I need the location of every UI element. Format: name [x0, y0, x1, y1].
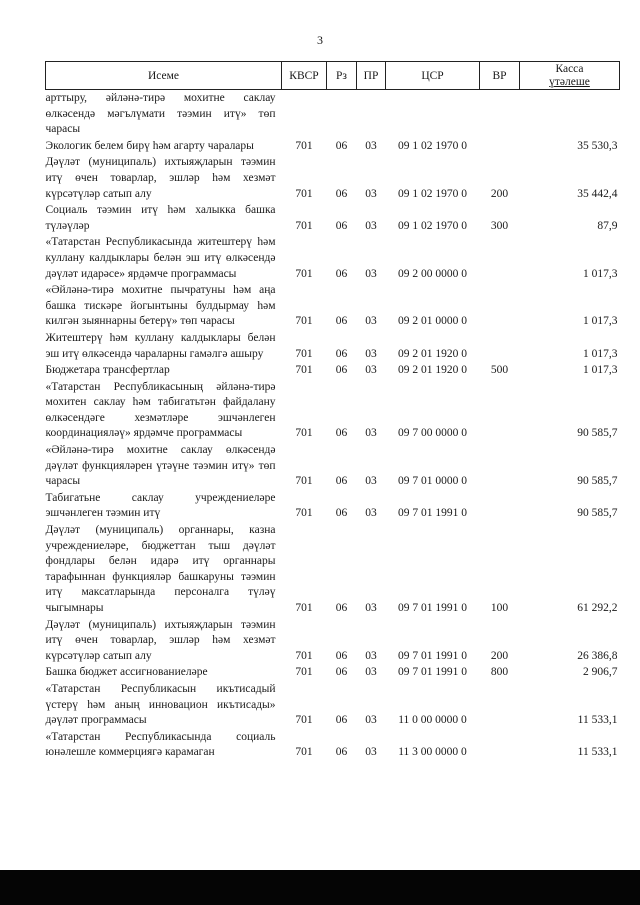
table-row: [46, 138, 620, 155]
row-amount: 1 017,3: [583, 347, 618, 360]
row-vr: 200: [490, 649, 509, 662]
row-csr: 09 7 01 0000 0: [398, 475, 467, 488]
row-pr: 03: [365, 649, 377, 662]
row-vr: [480, 234, 520, 282]
row-pr: 03: [365, 602, 377, 614]
row-kvsr: 701: [295, 219, 313, 232]
row-amount: 11 533,1: [577, 746, 618, 759]
table-row: [46, 282, 620, 330]
row-rz: 06: [335, 267, 348, 280]
row-vr: 800: [490, 666, 509, 679]
row-vr: [480, 90, 520, 138]
row-rz: 06: [335, 475, 348, 488]
row-csr: 09 2 01 0000 0: [398, 315, 467, 328]
row-kvsr: 701: [295, 139, 313, 152]
row-amount: 35 442,4: [577, 187, 618, 200]
table-header: [46, 62, 620, 90]
row-pr: 03: [365, 187, 377, 200]
row-name: Дәүләт (муниципаль) ихтыяҗларын тәэмин итү өчен товарлар, эшләр һәм хезмәт күрсәтүләр сатып алу: [45, 618, 276, 662]
row-name: Дәүләт (муниципаль) органнары, казна учреждениеләре, бюджеттан тыш дәүләт фондлары белән идарә итү органнары тарафыннан функцияләр башкаруны тәэмин итү максатларында персоналга түләү чыгымнары: [45, 524, 276, 614]
row-vr: [480, 729, 520, 761]
row-vr: [480, 681, 520, 729]
table-row: [46, 330, 620, 362]
row-amount: 90 585,7: [577, 507, 618, 520]
row-name: арттыру, әйләнә-тирә мохитне саклау өлкәсендә мәгълүмати тәэмин итү» төп чарасы: [45, 92, 276, 136]
row-rz: 06: [335, 315, 348, 328]
row-amount: 26 386,8: [577, 649, 618, 662]
row-rz: [327, 90, 357, 138]
row-amount: 87,9: [597, 219, 618, 232]
row-name: Башка бюджет ассигнованиеләре: [45, 666, 208, 679]
row-csr: 11 3 00 0000 0: [398, 746, 467, 759]
row-amount: [520, 90, 620, 138]
page-number: 3: [317, 33, 323, 47]
table-row: [46, 522, 620, 617]
row-amount: 11 533,1: [577, 714, 618, 727]
row-name: Житештерү һәм куллану калдыклары белән эш итү өлкәсендә чараларны гамәлгә ашыру: [45, 331, 276, 360]
row-amount: 90 585,7: [577, 475, 618, 488]
row-rz: 06: [335, 746, 348, 759]
row-kvsr: [282, 90, 327, 138]
row-name: Дәүләт (муниципаль) ихтыяҗларын тәэмин итү өчен товарлар, эшләр һәм хезмәт күрсәтүләр сатып алу: [45, 156, 276, 200]
row-rz: 06: [335, 219, 348, 232]
header-kvsr: КВСР: [282, 62, 327, 90]
row-pr: 03: [365, 315, 377, 328]
row-vr: 500: [490, 364, 509, 377]
row-amount: 1 017,3: [583, 315, 618, 328]
table-row: [46, 154, 620, 202]
row-vr: 300: [490, 219, 509, 232]
row-pr: 03: [365, 139, 377, 152]
row-kvsr: 701: [295, 427, 313, 440]
row-pr: [357, 90, 386, 138]
header-csr: ЦСР: [386, 62, 480, 90]
row-kvsr: 701: [295, 602, 313, 614]
row-csr: 09 7 01 1991 0: [398, 649, 467, 662]
header-vr: ВР: [480, 62, 520, 90]
row-csr: 09 7 01 1991 0: [398, 666, 467, 679]
row-kvsr: 701: [295, 187, 313, 200]
table-row: [46, 490, 620, 522]
header-kassa-line1: Касса: [555, 62, 584, 75]
row-vr: 200: [490, 187, 509, 200]
row-vr: [480, 138, 520, 155]
row-rz: 06: [335, 139, 348, 152]
row-amount: 1 017,3: [583, 364, 618, 377]
row-pr: 03: [365, 364, 377, 377]
row-kvsr: 701: [295, 649, 313, 662]
row-csr: 09 1 02 1970 0: [398, 187, 467, 200]
header-rz: Рз: [327, 62, 357, 90]
row-vr: [480, 442, 520, 490]
row-pr: 03: [365, 427, 377, 440]
row-pr: 03: [365, 746, 377, 759]
header-kassa-line2: үтәлеше: [549, 75, 590, 88]
row-kvsr: 701: [295, 347, 313, 360]
row-rz: 06: [335, 714, 348, 727]
row-vr: [480, 330, 520, 362]
row-csr: [386, 90, 480, 138]
row-pr: 03: [365, 267, 377, 280]
table-row: [46, 617, 620, 665]
table-row: [46, 664, 620, 681]
table-body: [46, 90, 620, 761]
row-kvsr: 701: [295, 267, 313, 280]
table-row: [46, 379, 620, 442]
table-row: [46, 234, 620, 282]
row-kvsr: 701: [295, 714, 313, 727]
row-vr: [480, 379, 520, 442]
row-name: «Әйләнә-тирә мохитне пычратуны һәм аңа башка тискәре йогынтыны булдырмау һәм килгән зыяннарны бетерү» төп чарасы: [45, 284, 276, 328]
row-pr: 03: [365, 714, 377, 727]
table-row: [46, 681, 620, 729]
row-name: «Татарстан Республикасында житештерү һәм куллану калдыклары белән эш итү өлкәсендә дәүләт идарәсе» ярдәмче программасы: [45, 236, 276, 280]
row-pr: 03: [365, 666, 377, 679]
table-row: [46, 729, 620, 761]
row-vr: 100: [490, 602, 509, 614]
row-kvsr: 701: [295, 666, 313, 679]
row-csr: 09 2 00 0000 0: [398, 267, 467, 280]
row-amount: 35 530,3: [577, 139, 618, 152]
row-amount: 2 906,7: [583, 666, 618, 679]
row-csr: 09 7 00 0000 0: [398, 427, 467, 440]
table-row: [46, 362, 620, 379]
row-amount: 1 017,3: [583, 267, 618, 280]
header-name: Исеме: [46, 62, 282, 90]
row-kvsr: 701: [295, 507, 313, 520]
row-rz: 06: [335, 666, 348, 679]
row-amount: 90 585,7: [577, 427, 618, 440]
row-rz: 06: [335, 427, 348, 440]
row-name: Экологик белем бирү һәм агарту чаралары: [45, 139, 254, 152]
header-pr: ПР: [357, 62, 386, 90]
row-kvsr: 701: [295, 315, 313, 328]
row-csr: 09 1 02 1970 0: [398, 139, 467, 152]
scan-bottom-edge: [0, 870, 640, 905]
row-csr: 09 2 01 1920 0: [398, 364, 467, 377]
table-row: [46, 442, 620, 490]
table-row: [46, 202, 620, 234]
header-kassa: [520, 62, 620, 90]
row-vr: [480, 282, 520, 330]
row-rz: 06: [335, 602, 348, 614]
row-name: «Татарстан Республикасының әйләнә-тирә мохитен саклау һәм табигатьтән файдалану өлкәсендәге хезмәтләре эшчәнлеген координацияләү» ярдәмче программасы: [45, 380, 276, 440]
row-rz: 06: [335, 347, 348, 360]
row-name: «Татарстан Республикасында социаль юнәлешле коммерциягә карамаган: [45, 730, 276, 759]
table-row: [46, 90, 620, 138]
row-amount: 61 292,2: [577, 602, 618, 614]
row-kvsr: 701: [295, 475, 313, 488]
row-csr: 11 0 00 0000 0: [398, 714, 467, 727]
row-pr: 03: [365, 347, 377, 360]
row-pr: 03: [365, 219, 377, 232]
row-csr: 09 7 01 1991 0: [398, 602, 467, 614]
row-vr: [480, 490, 520, 522]
row-kvsr: 701: [295, 746, 313, 759]
row-pr: 03: [365, 475, 377, 488]
row-csr: 09 7 01 1991 0: [398, 507, 467, 520]
row-name: Табигатьне саклау учреждениеләре эшчәнлеген тәэмин итү: [45, 491, 276, 520]
row-rz: 06: [335, 649, 348, 662]
row-name: «Татарстан Республикасын икътисадый үстерү һәм аның инновацион икътисады» дәүләт программасы: [45, 682, 276, 727]
row-pr: 03: [365, 507, 377, 520]
row-name: «Әйләнә-тирә мохитне саклау өлкәсендә дәүләт функцияләрен үтәүне тәэмин итү» төп чарасы: [45, 444, 276, 488]
row-name: Социаль тәэмин итү һәм халыкка башка түләүләр: [45, 204, 276, 232]
row-rz: 06: [335, 507, 348, 520]
row-kvsr: 701: [295, 364, 313, 377]
row-csr: 09 2 01 1920 0: [398, 347, 467, 360]
row-csr: 09 1 02 1970 0: [398, 219, 467, 232]
budget-table: [45, 61, 619, 761]
row-rz: 06: [335, 187, 348, 200]
row-name: Бюджетара трансфертлар: [45, 364, 170, 377]
row-rz: 06: [335, 364, 348, 377]
